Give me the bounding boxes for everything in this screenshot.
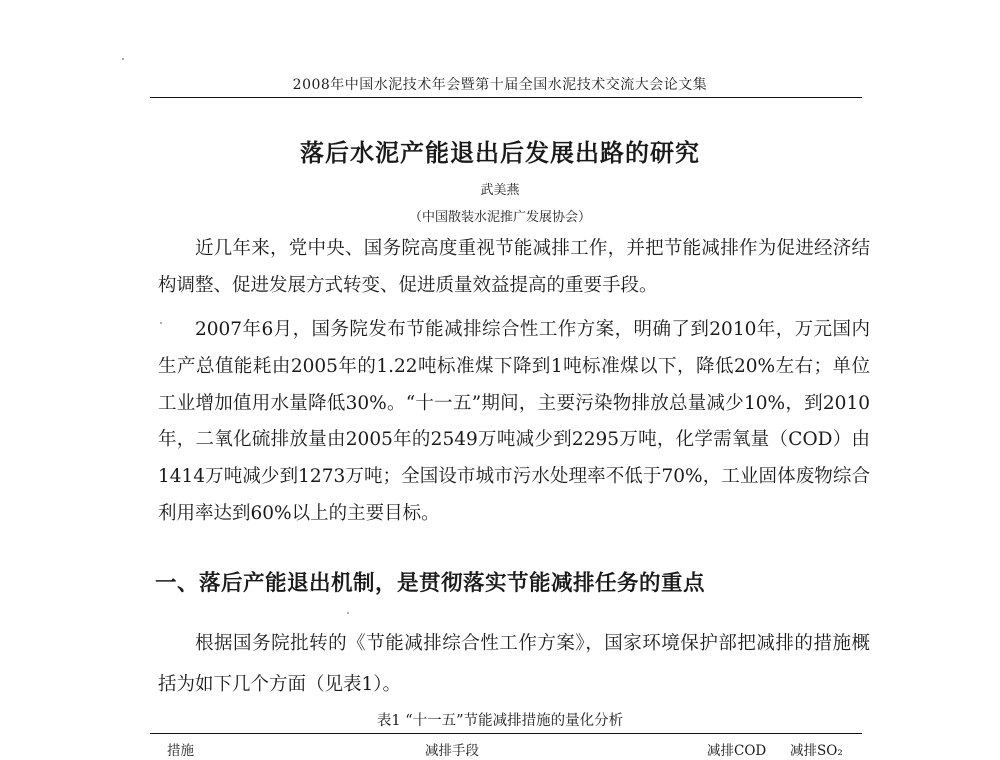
section-heading: 一、落后产能退出机制，是贯彻落实节能减排任务的重点 bbox=[155, 571, 706, 596]
table-top-rule bbox=[150, 733, 862, 734]
body-paragraph-3: 根据国务院批转的《节能减排综合性工作方案》，国家环境保护部把减排的措施概括为如下几个方面（见表1）。 bbox=[158, 633, 870, 695]
table-header-row bbox=[150, 737, 862, 759]
author-name: 武美燕 bbox=[480, 183, 520, 198]
scan-speck bbox=[122, 58, 124, 60]
body-paragraph-2: 2007年6月，国务院发布节能减排综合性工作方案，明确了到2010年，万元国内生产总值能耗由2005年的1.22吨标准煤下降到1吨标准煤以下，降低20%左右；单位工业增加值用水量降低30%。“十一五”期间，主要污染物排放总量减少10%，到2010年，二氧化硫排放量由2005年的2549万吨减少到2295万吨，化学需氧量（COD）由1414万吨减少到1273万吨；全国设市城市污水处理率不低于70%，工业固体废物综合利用率达到60%以上的主要目标。 bbox=[158, 319, 870, 524]
table-header-method: 减排手段 bbox=[425, 743, 479, 759]
running-header: 2008年中国水泥技术年会暨第十届全国水泥技术交流大会论文集 bbox=[292, 77, 708, 93]
table-caption: 表1 “十一五”节能减排措施的量化分析 bbox=[376, 713, 624, 729]
scan-speck bbox=[347, 612, 349, 614]
body-paragraph-1: 近几年来，党中央、国务院高度重视节能减排工作，并把节能减排作为促进经济结构调整、促进发展方式转变、促进质量效益提高的重要手段。 bbox=[158, 238, 870, 296]
table-header-so2: 减排SO₂ bbox=[790, 743, 843, 759]
author-affiliation: （中国散装水泥推广发展协会） bbox=[408, 210, 591, 225]
paper-title: 落后水泥产能退出后发展出路的研究 bbox=[300, 138, 700, 167]
scan-speck bbox=[160, 322, 162, 324]
header-rule bbox=[150, 97, 862, 98]
table-header-cod: 减排COD bbox=[707, 743, 767, 759]
table-header-measure: 措施 bbox=[167, 743, 194, 759]
